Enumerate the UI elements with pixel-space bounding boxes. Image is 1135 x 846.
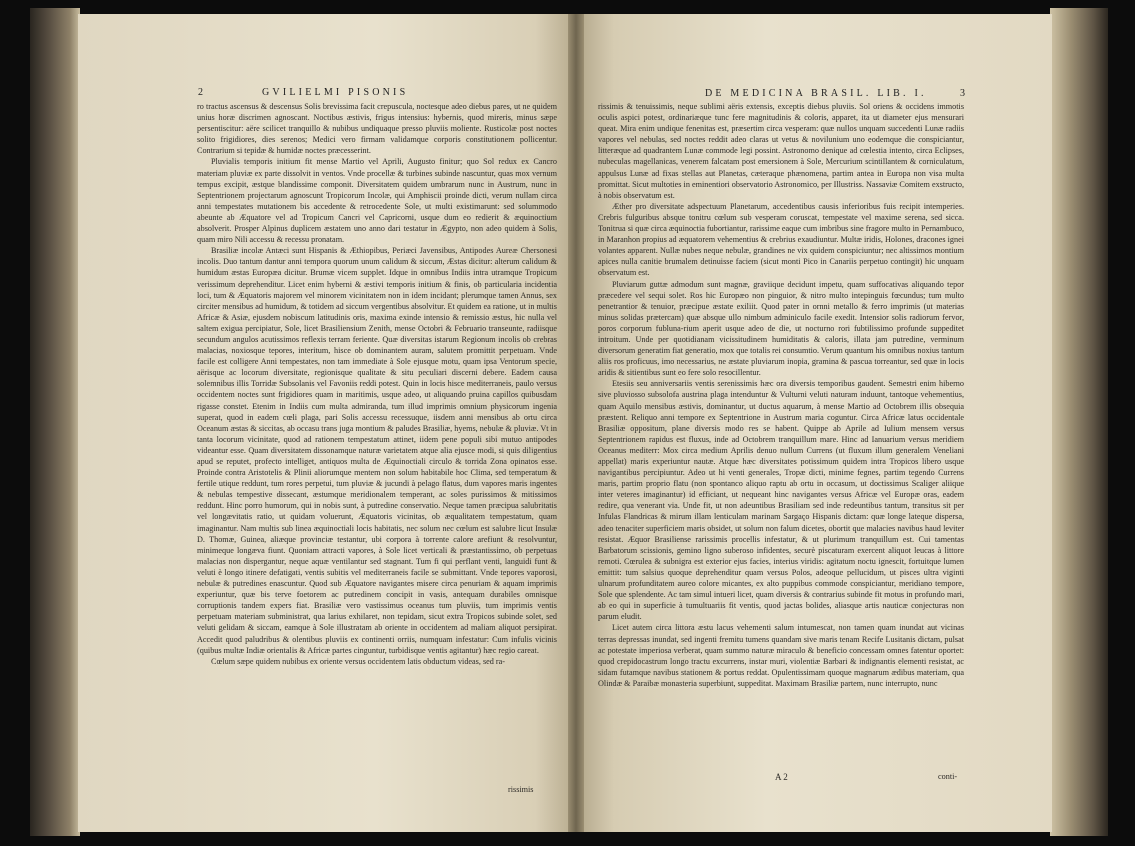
- paragraph: Cœlum sæpe quidem nubibus ex oriente versus occidentem latis obductum videas, sed ra-: [211, 656, 506, 666]
- right-running-head: DE MEDICINA BRASIL. LIB. I.: [705, 88, 927, 99]
- paragraph: rissimis & tenuissimis, neque sublimi aëris extensis, exceptis diebus pluviis. Sol oriens & occidens immotis oculis aspici potest, ordinariæque tunc fere magnitudinis & coloris, apparet, ita ut diameter ejus mensurari queat. Mira enim undique fenenitas est, præsertim circa vesperam: quæ nullos unquam succedenti Lunæ radiis vapores vel nebulas, sed noctes reddit adeo claras ut vetus & novilunium uno eodemque die conspiciantur, litteræque ad quadrantem Lunæ commode legi possint. Astronomo denique ad cœlestia intento, circa Eclipses, nubeculas magellanicas, venerem falcatam post emersionem à Sole, Mercurium scintillantem & corniculatum, appulsus Lunæ ad fixas stellas aut Planetas, cæteraque phænomena, partim antea in Europa non visa multa promittat. Sicut multoties in eminentiori observatorio Astronomico, per Illustriss. Nassaviæ Comitem exstructo, à nobis observatum est.: [598, 102, 964, 200]
- paragraph: Licet autem circa littora æstu lacus vehementi salum intumescat, non tamen quam inundat aut vicinas terras depressas inundat, sed ingenti fremitu tumens quandam sive maris tenam Recife Lusitanis dictam, pulsat ac potestate imperiosa verberat, quam summo naturæ miraculo & beneficio concessam omnes fatentur oportet: quod crepidocastrum longo tractu excurrens, instar muri, violentiæ Barbari & indignantis elementi resistat, ac sidam futamque navibus stationem & portus reddat. Opulentissimam quoque magnarum ædibus materiam, qua Olindæ & Paraibæ monasteria superbiunt, suppeditat. Maximam Brasiliæ partem, nunc interrupto, nunc: [598, 623, 964, 688]
- paragraph: Æther pro diversitate adspectuum Planetarum, accedentibus causis inferioribus fuis recipit intemperies. Crebris fulguribus absque tonitru cœlum sub vesperam coruscat, tempestate vel maxime serena, sed sicca. Tonitrua si quæ circa æquinoctia fubortiantur, rarissime eaque cum imbribus sine fragore multo in Pernambuco, in Maranhon propius ad æquatorem vehementius & crebrius exaudiuntur. Multæ iridis, Holones, dracones ignei volantes apparent. Nullæ nubes neque nebulæ, grandines ne vix quidem conspiciuntur; nec altissimos montium apices nulla canitie brumalem detinuisse faciem (sicut monti Pico in Canariis perpetuo contingit) hic unquam observatum est.: [598, 201, 964, 278]
- right-body-text: [598, 101, 964, 766]
- paragraph: ro tractus ascensus & descensus Solis brevissima facit crepuscula, noctesque adeo diebus pares, ut ne quidem unius horæ discrimen agnoscant. Noctibus æstivis, frigus intensius: hybernis, quod mireris, minus sæpe persentiscitur: aëre scilicet tranquillo & nubibus undiquaque presso pluviis moliente. Rusticolæ post noctes solito frigidiores, dies serenos; Medici vero firmam validamque corporis constitutionem pollicentur. Contrarium si tepidæ & humidæ noctes præcesserint.: [197, 102, 557, 156]
- paragraph: Etesiis seu anniversariis ventis serenissimis hæc ora diversis temporibus gaudent. Semestri enim hiberno sive pluviosso subsolofa austrina plaga intenduntur & Vulturni veluti naturam induunt, tantoque vehementius, quam Aquilo mensibus æstivis, dominantur, ut ductus aquarum, à mense Martio ad Octobrem illis obsequia præstent. Reliquo anni tempore ex Septentrione in Austrum maria coguntur. Circa Africæ latus occidentale Brasiliæ oppositum, plane diversis modo res se habent. Quippe ab Aprile ad Iulium mensem versus Septentrionem rapidus est fluxus, inde ad Octobrem tranquillum mare. Hinc ad Ianuarium versus meridiem Oceanus mediterr: Mox circa medium Aprilis denuo nullum Currens (ut fluxum illum generalem Veneliani appellat) maris experiuntur nautæ. Atque hæc diversitates potissimum quidem intra Tropicos libero usque navigantibus percipiuntur. Adeo ut hi venti generales, Tropæ dicti, minime fegnes, partim tegendo Currens maris, partim proprio flatu (non spontanco aliquo raptu ab ortu in occasum, ut doctissimus Scaliger aliique inter veteres imaginantur) id efficiant, ut nequeant hinc navigantes versus Africæ vel Europæ oras, eadem redire, qua venerant via. Unde fit, ut non adeuntibus Brasiliam sed inde redeuntibus tantum, transitus sit per Infulas Flandricas & mirum illam lenticulam marinam Sargaço Hispanis dictam: quæ longe lateque dispersa, adeo tenaciter superficiem maris obsidet, ut solum non falum dicetes, obortit que malacies navibus haud leviter resistat. Æquor Brasiliense rarissimis procellis infestatur, & ut plurimum tranquillum est. Cui tamentas Barbatorum scissionis, gemino ligno suberoso infidentes, securè piscaturam exercent aliquot leucas à littore remoti. Cœrulea & subnigra est exterior ejus facies, interius viridis: agitatum noctu ignescit, fortuitque lumen emittit: tum salsius quoque deprehenditur quam versus Polos, adeoque pellucidum, ut pisces ultra viginti ulnarum profunditatem aureo colore micantes, ex alto puppibus commode conspiciantur, meridiano tempore, Sole que splendente. Ac tam simul intueri licet, quam diversis & contrarius subinde fit motus in profundo mari, ab eo qui in superficie à tumultuariis fit ventis, quod jactas bolides, aliasque artis nauticæ conjecturas non parum eludit.: [598, 379, 964, 622]
- left-page-number: 2: [198, 87, 203, 98]
- book-gutter: [568, 14, 584, 832]
- paragraph: Pluviarum guttæ admodum sunt magnæ, graviique decidunt impetu, quam suffocativas aliquando tepor præcedere vel sequi solet. Ros hic Europæo non pinguior, & nitro multo intepinguis fœcundus; tum multo penetrantior & tenuior, præcipue æstate exiliit. Quod pater in ornni metallo & ferro imprimis (ut materias minus solidas prætercam) quæ absque ullo nimbum adminiculo facile exedit. Intensior solis radiorum fervor, poros corporum fubluna-rium aperit usque adeo de die, ut nocturno rori fubtilissimo profunde suppeditet introitum. Unde per quotidianam vicissitudinem humiditatis & caloris, illata jam putredine, verminum diversorum generatim fiat generatio, mox que totalis rei consumtio. Verum quantum his omnibus noxius tantum aliis ros proficuus, imo necessarius, ne æstate pluviarum inopia, gramina & pascua torreantur, sed quæ in locis aridis & sitientibus sunt eo fere solo resocillentur.: [598, 279, 964, 378]
- left-body-text: [197, 101, 557, 781]
- left-page-edges: [30, 8, 80, 836]
- left-running-head: GVILIELMI PISONIS: [262, 87, 409, 98]
- paragraph: Brasiliæ incolæ Antæci sunt Hispanis & Æthiopibus, Periæci Javensibus, Antipodes Aureæ Chersonesi incolis. Duo tantum dantur anni tempora quorum unum calidum & siccum, Æstas dicitur: alterum calidum & humidum æstas Europæa dicitur. Brumæ vicem supplet. Idque in omnibus Indiis intra utramque Tropicum verissimum deprehenditur. Licet enim hyberni & æstivi temporis initium & finis, ob particularia incidentia loci, tum & Æquatoris majorem vel minorem vicinitatem non in idem incidant; plerumque tamen Annus, sex circiter mensibus ad humidum, & totidem ad siccum vergentibus absolvitur. Et quidem ea ratione, ut in multis Africæ & Asiæ, ejusdem nobiscum latitudinis oris, maxima exinde intensio & remissio æstus, hic nulla vel saltem exigua percipiatur, Sole, licet Brasiliensium Zenith, mense Octobri & Februario transeunte, radiisque secundum angulos acutissimos reflexis terram feriente. Quæ diversitas istarum Regionum incolis ob crebras malacias, noxiosque tepores, interitum, hisce ob dominantem auram, salutem promittit perpetuam. Vnde facile est colligere Anni tempestates, non tam immediate à Sole ejusque motu, quam ipsa Ventorum specie, aërisque ac locorum diversitate, regionisque qualitate & situ peculiari discerni debere. Eadem causa solemnibus illis Torridæ Subsolanis vel Favoniis reddi potest. Quin in locis hisce mediterraneis, paulo versus occidentem noctes sunt frigidiores quam in maritimis, usque adeo, ut aliquando pruina capillos quibusdam rigasse constet. Etenim in Indiis cum multa admiranda, tum illud imprimis omnium physicorum ingenia superat, quod in eadem cœli plaga, pari Solis accessu recessuque, iisdem anni mensibus ab ortu circa Oceanum æstas & siccitas, ab occasu trans juga montium & paludes Brasiliæ, hyems, nebulæ & pluviæ. Vt in tanta locorum vicinitate, quod ad rationem tempestatum attinet, iidem pene populi sibi mutuo antipodes videantur esse. Quam diversitatem dissonamque naturæ varietatem atque alia ejusce modi, si quis diligentius apud se reputet, profecto intelliget, antiquos multa de Æquinoctiali circulo & torrida Zona opinatos esse. Proinde contra Aristotelis & Plinii aliorumque mentem non solum habitabile hoc Clima, sed temperatum & fertile utique reddunt, tum rores perpetui, tum pluviæ & jucundi à pelago flatus, dum vapores maris ingentes & nebulas tempestive dissecant, æstumque meridionalem temperant, ac soles purissimos & mitissimos reddunt. Hinc porro humorum, qui in nobis sunt, à putredine conservatio. Neque tamen præcipua salubritatis vel longævitatis ratio, ut quidam voluerunt, Æquatoris vicinitas, ob æqualitatem tempestatum, quam imaginantur. Nam multis sub linea æquinoctiali locis habitatis, nec solum nec cœlum est salubre licut Insulæ D. Thomæ, Guinea, aliæque provinciæ testantur, ubi corpora à torrente calore arefiunt & resolvuntur, minimeque longæva fiunt. Quoniam attracti vapores, à Sole licet verticali & præstantissimo, ob perpetuas malacias non dispergantur, neque aquæ ventilantur sed stagnant. Tum fi qui perflant venti, languidi funt & veluti è longo itinere defatigati, ventis subitis vel mediterraneis facile se submittant. Vnde tepores vaporosi, nebulæ & putredines enascuntur. Quod sub Æquatore navigantes misere circa penuriam & aquam imprimis experiuntur, quæ bis terve foetorem ac putredinem concipit in vasis, antequam durabiles omnisque corruptionis tandem expers fiat. Brasiliæ vero vastissimus oceanus tum pluviis, tum imprimis ventis perpetuam materiam subministrat, qua larius exhilaret, non tepidam, sicut extra Tropicos subinde solet, sed veluti gelidam & siccam, eamque à Sole illustratam ab oriente in occidentem ad maliam aliquot persipirat. Accedit quod paludribus & olentibus pluviis ex continenti orriis, numquam infestatur: Cum infulis vicinis (quibus multæ Indiæ orientalis & Africæ partes cinguntur, turbidisque ventis agitantur) hæc regio careat.: [197, 246, 557, 655]
- signature-mark: A 2: [775, 772, 788, 782]
- right-page-number: 3: [960, 88, 965, 99]
- right-catchword: conti-: [938, 772, 958, 781]
- left-catchword: rissimis: [508, 785, 534, 794]
- right-page-edges: [1050, 8, 1108, 836]
- paragraph: Pluvialis temporis initium fit mense Martio vel Aprili, Augusto finitur; quo Sol redux ex Cancro materiam pluviæ ex parte dissolvit in ventos. Vnde procellæ & turbines subinde nascuntur, quas mox vernum tempus excipit, æstque blandissime componit. Diversitatem quidem umbrarum nunc in Austrum, nunc in Septentrionem projectarum agnoscunt Tropicorum Incolæ, qui Amphiscii proinde dicti, verum nullam circa anni tempestates mutationem bis accedente & retrocedente Sole, ut multi existimarunt: sed solummodo abeunte ab Æquatore vel ad Tropicum Cancri vel Capricorni, usque dum eo redierit & æquinoctium absolverit. Prosper Alpinus duplicem æstatem uno anno dari testatur in Ægypto, non adeo quidem à Solis, quam miro Nili accessu & recessu pronatam.: [197, 157, 557, 245]
